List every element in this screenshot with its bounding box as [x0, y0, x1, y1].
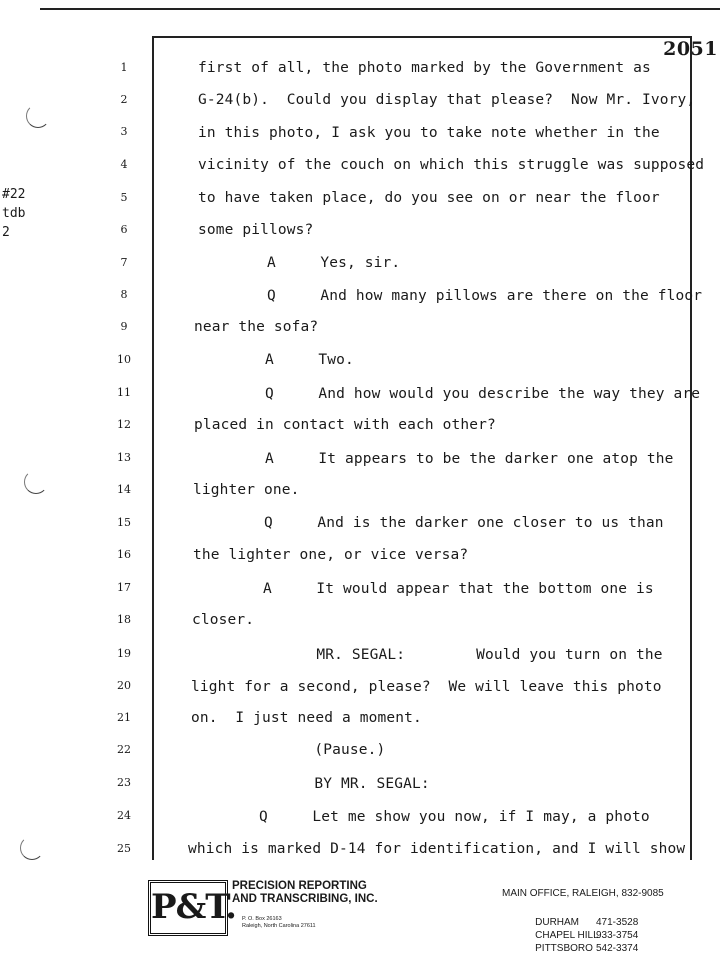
transcript-line: A Two.	[194, 352, 354, 368]
transcript-line: A Yes, sir.	[196, 255, 401, 271]
margin-note-page: 2	[2, 225, 10, 240]
transcript-line: A It appears to be the darker one atop the	[194, 451, 674, 467]
transcript-line: near the sofa?	[194, 319, 319, 335]
line-number: 23	[117, 776, 131, 789]
transcript-line: G-24(b). Could you display that please? Now Mr. Ivory,	[198, 92, 696, 108]
transcript-line: Q And is the darker one closer to us than	[193, 515, 664, 531]
firm-name	[232, 880, 432, 906]
line-number: 18	[117, 613, 131, 626]
footer	[0, 874, 720, 954]
line-number: 17	[117, 581, 131, 594]
transcript-line: light for a second, please? We will leave this photo	[191, 679, 662, 695]
transcript-line: closer.	[192, 612, 255, 628]
line-number: 19	[117, 647, 131, 660]
transcript-line: (Pause.)	[190, 742, 386, 758]
transcript-line: Q And how would you describe the way they are	[194, 386, 701, 402]
transcript-line: Q Let me show you now, if I may, a photo	[188, 809, 650, 825]
office-phone: 542-3374	[596, 943, 639, 954]
office-phone: 933-3754	[596, 930, 639, 941]
margin-note-tape: #22	[2, 187, 26, 202]
transcript-line: A It would appear that the bottom one is	[192, 581, 654, 597]
line-number: 12	[117, 418, 131, 431]
line-number: 20	[117, 679, 131, 692]
office-phone: 471-3528	[596, 917, 639, 928]
firm-address	[242, 916, 442, 930]
firm-name-line: AND TRANSCRIBING, INC.	[232, 893, 378, 905]
office-city: PITTSBORO	[535, 943, 593, 954]
binder-hole-icon	[26, 104, 50, 128]
line-number: 7	[120, 256, 128, 269]
transcript-line: lighter one.	[193, 482, 300, 498]
address-line: P. O. Box 26163	[242, 916, 282, 922]
transcript-line: to have taken place, do you see on or near the floor	[198, 190, 660, 206]
line-number: 5	[120, 191, 128, 204]
line-number: 9	[120, 320, 128, 333]
line-number: 10	[117, 353, 131, 366]
line-number: 21	[117, 711, 131, 724]
line-number: 16	[117, 548, 131, 561]
line-number: 22	[117, 743, 131, 756]
transcript-line: MR. SEGAL: Would you turn on the	[192, 647, 663, 663]
firm-name-line: PRECISION REPORTING	[232, 880, 367, 892]
binder-hole-icon	[24, 470, 48, 494]
line-number: 2	[120, 93, 128, 106]
line-number: 14	[117, 483, 131, 496]
line-number: 24	[117, 809, 131, 822]
company-logo: P&T.	[148, 880, 228, 936]
line-number: 6	[120, 223, 128, 236]
office-city: DURHAM	[535, 917, 580, 928]
line-number: 3	[120, 125, 128, 138]
transcript-line: which is marked D-14 for identification, and I will show	[188, 841, 686, 857]
page-number: 2051	[663, 38, 718, 60]
main-office: MAIN OFFICE, RALEIGH, 832-9085	[502, 888, 664, 899]
binder-hole-icon	[20, 836, 44, 860]
line-number: 25	[117, 842, 131, 855]
line-number: 8	[120, 288, 128, 301]
transcript-line: vicinity of the couch on which this struggle was supposed	[198, 157, 705, 173]
transcript-line: on. I just need a moment.	[191, 710, 422, 726]
line-number: 15	[117, 516, 131, 529]
line-number: 11	[117, 386, 131, 399]
transcript-line: the lighter one, or vice versa?	[193, 547, 469, 563]
line-number: 4	[120, 158, 128, 171]
transcript-line: first of all, the photo marked by the Government as	[198, 60, 651, 76]
transcript-line: placed in contact with each other?	[194, 417, 496, 433]
transcript-line: in this photo, I ask you to take note whether in the	[198, 125, 660, 141]
transcript-line: some pillows?	[198, 222, 314, 238]
top-rule	[40, 8, 720, 10]
office-city: CHAPEL HILL	[535, 930, 599, 941]
line-number: 13	[117, 451, 131, 464]
line-number: 1	[120, 61, 128, 74]
transcript-line: BY MR. SEGAL:	[190, 776, 430, 792]
transcript-line: Q And how many pillows are there on the floor	[196, 288, 703, 304]
margin-note-reporter: tdb	[2, 206, 26, 221]
address-line: Raleigh, North Carolina 27611	[242, 923, 316, 929]
